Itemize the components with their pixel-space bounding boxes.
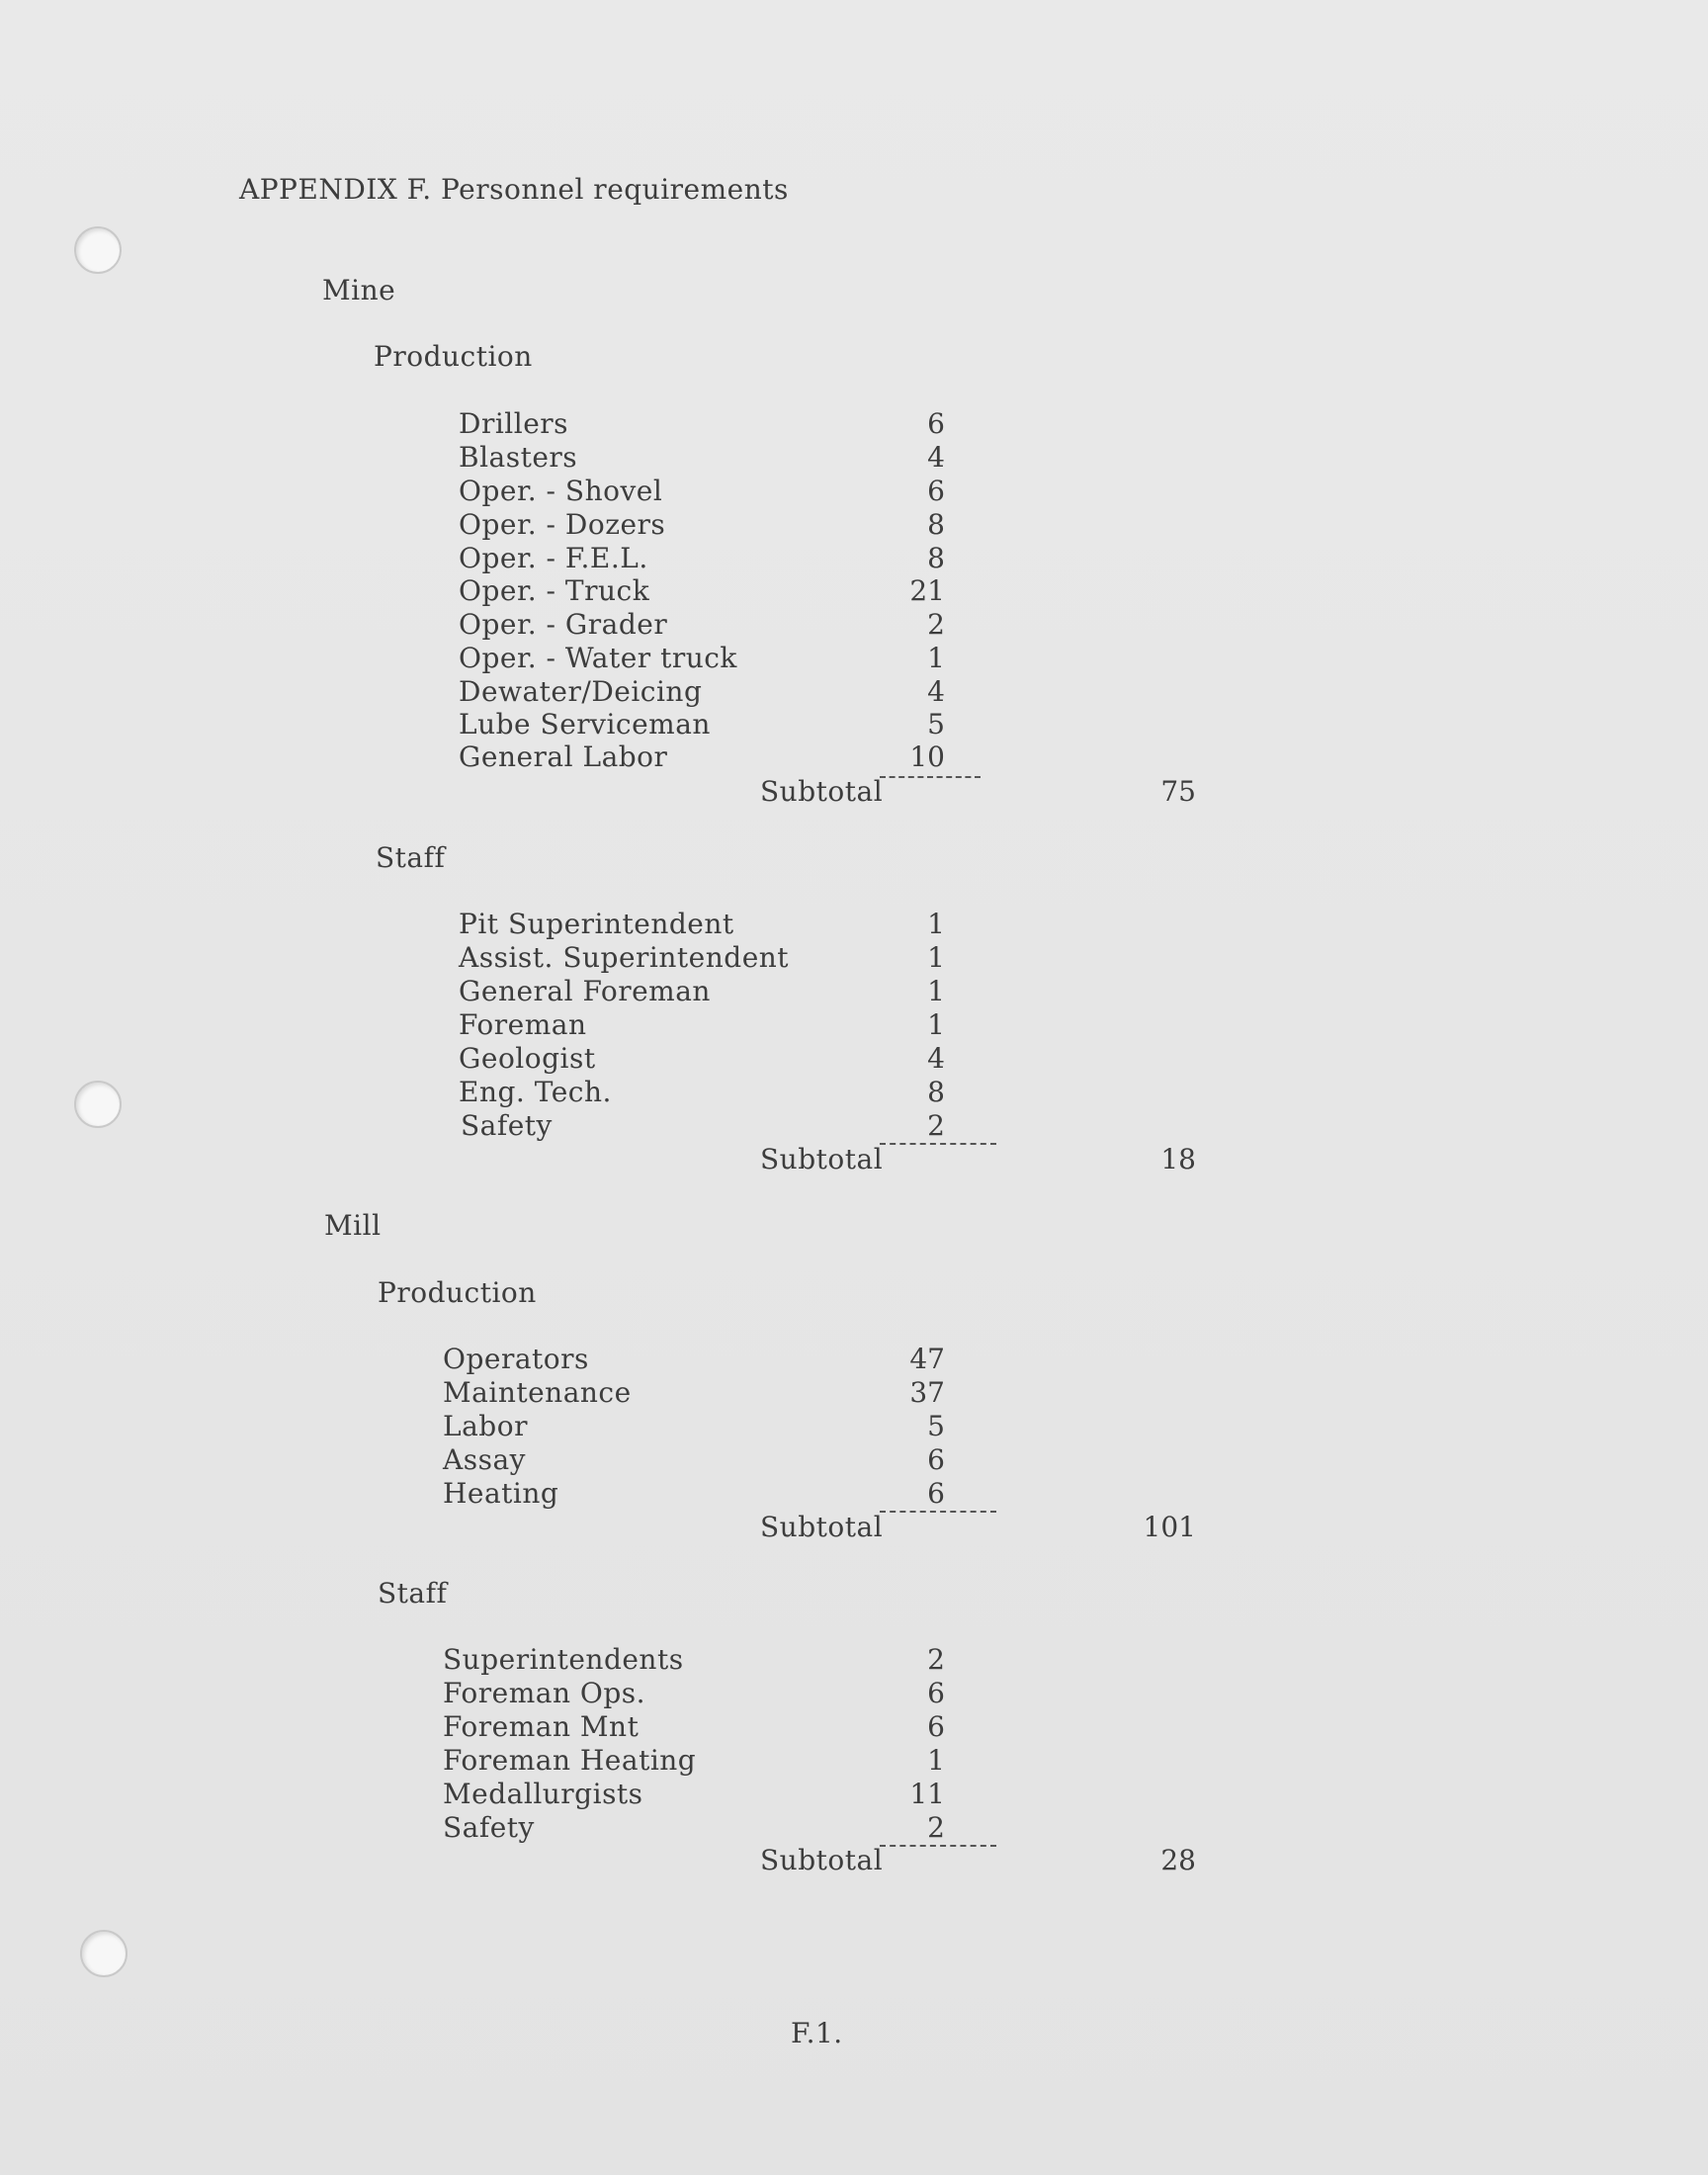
item-label: Foreman Heating [443,1744,697,1777]
item-label: Maintenance [443,1376,632,1409]
group-heading-mill-production: Production [378,1276,537,1309]
subtotal-label: Subtotal [760,1143,884,1175]
subtotal-value: 101 [1143,1511,1196,1543]
item-label: Superintendents [443,1643,684,1676]
item-label: Safety [443,1811,535,1844]
page-title: APPENDIX F. Personnel requirements [239,173,789,206]
item-label: Foreman Mnt [443,1710,640,1743]
item-label: Drillers [459,407,569,440]
item-label: Oper. - Truck [459,574,650,607]
item-count: 1 [927,941,945,974]
item-count: 6 [927,1710,945,1743]
subtotal-label: Subtotal [760,1844,884,1876]
subtotal-label: Subtotal [760,1511,884,1543]
item-count: 8 [927,1076,945,1108]
item-label: Oper. - Grader [459,608,668,641]
item-count: 10 [909,740,945,773]
section-heading-mill: Mill [324,1209,382,1242]
item-count: 6 [927,1677,945,1709]
item-count: 2 [927,608,945,641]
item-count: 6 [927,475,945,507]
item-count: 5 [927,1410,945,1442]
item-count: 2 [927,1811,945,1844]
item-label: General Labor [459,740,668,773]
item-label: General Foreman [459,975,711,1007]
item-count: 1 [927,975,945,1007]
subtotal-rule [880,1845,996,1847]
item-label: Safety [461,1109,553,1142]
item-label: Operators [443,1343,589,1375]
item-label: Pit Superintendent [459,908,734,940]
section-heading-mine: Mine [322,274,396,306]
item-count: 8 [927,508,945,541]
subtotal-value: 18 [1160,1143,1196,1175]
punch-hole-top [74,226,122,274]
subtotal-value: 75 [1160,775,1196,808]
subtotal-rule [880,1511,996,1513]
item-label: Lube Serviceman [459,708,711,740]
item-label: Heating [443,1477,559,1510]
item-count: 47 [909,1343,945,1375]
item-count: 1 [927,1008,945,1041]
item-label: Foreman Ops. [443,1677,646,1709]
item-count: 6 [927,407,945,440]
page-number: F.1. [791,2017,843,2049]
item-label: Assay [443,1443,526,1476]
item-count: 8 [927,542,945,574]
group-heading-mine-staff: Staff [376,841,446,874]
item-count: 2 [927,1643,945,1676]
item-label: Blasters [459,441,578,474]
group-heading-mill-staff: Staff [378,1577,448,1610]
item-count: 1 [927,908,945,940]
punch-hole-bottom [80,1930,128,1977]
punch-hole-middle [74,1081,122,1128]
subtotal-rule [880,776,981,778]
group-heading-mine-production: Production [374,340,533,373]
item-count: 2 [927,1109,945,1142]
item-label: Assist. Superintendent [459,941,790,974]
subtotal-label: Subtotal [760,775,884,808]
item-label: Medallurgists [443,1778,643,1810]
item-count: 4 [927,1042,945,1075]
item-label: Foreman [459,1008,587,1041]
item-label: Dewater/Deicing [459,675,703,708]
item-label: Oper. - Dozers [459,508,666,541]
item-count: 11 [909,1778,945,1810]
item-label: Geologist [459,1042,596,1075]
item-count: 6 [927,1477,945,1510]
item-count: 5 [927,708,945,740]
item-count: 37 [909,1376,945,1409]
item-label: Oper. - Shovel [459,475,663,507]
item-label: Oper. - F.E.L. [459,542,648,574]
subtotal-rule [880,1143,996,1145]
subtotal-value: 28 [1160,1844,1196,1876]
item-count: 1 [927,1744,945,1777]
item-count: 6 [927,1443,945,1476]
item-label: Eng. Tech. [459,1076,612,1108]
item-label: Oper. - Water truck [459,642,737,674]
item-count: 1 [927,642,945,674]
item-count: 4 [927,675,945,708]
item-label: Labor [443,1410,528,1442]
item-count: 21 [909,574,945,607]
item-count: 4 [927,441,945,474]
